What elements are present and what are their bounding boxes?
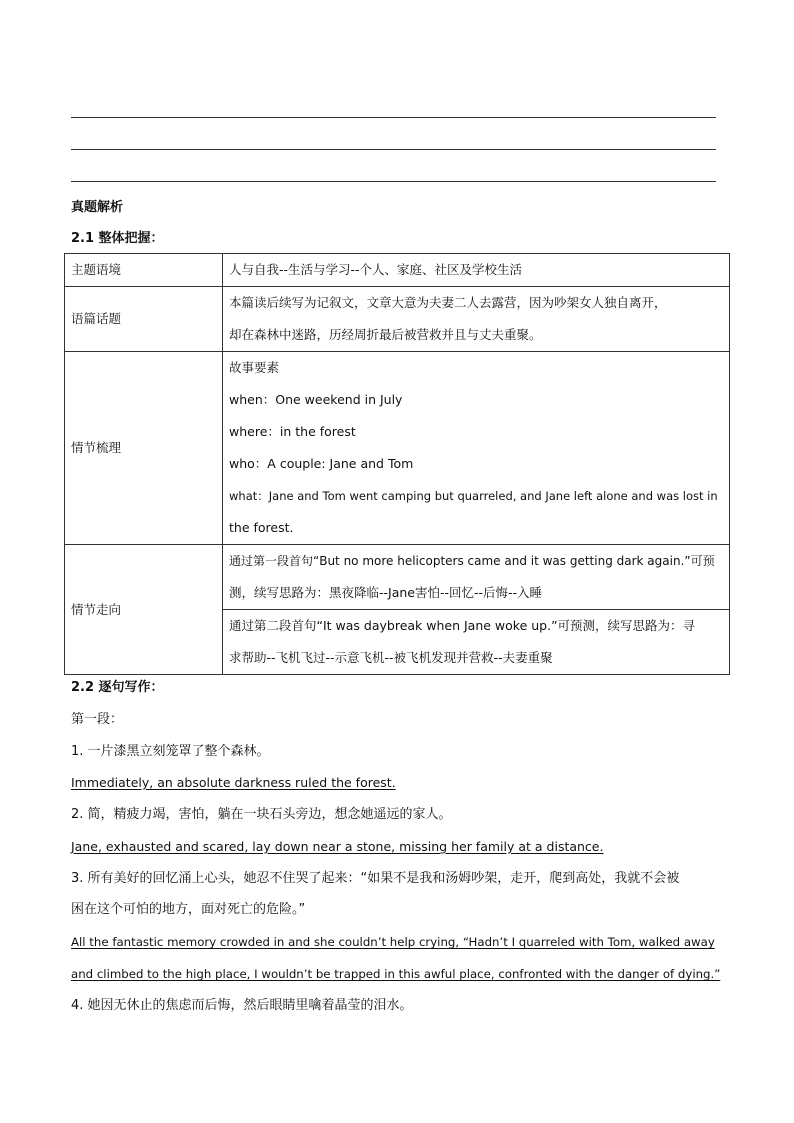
sentence-cn-2: 2. 简，精疲力竭，害怕，躺在一块石头旁边，想念她遥远的家人。 [71,807,452,822]
answer-line-1 [71,117,716,118]
sentence-en-3a: All the fantastic memory crowded in and she couldn’t help crying, “Hadn’t I quarreled with Tom, walked away [71,935,715,949]
sentence-cn-1: 1. 一片漆黑立刻笼罩了整个森林。 [71,744,270,759]
cell-line: where：in the forest [229,424,356,439]
cell-line: 通过第二段首句“It was daybreak when Jane woke up.”可预测，续写思路为：寻 [229,618,696,633]
cell-line: 通过第一段首句“But no more helicopters came and it was getting dark again.”可预 [229,554,715,568]
cell-line: 却在森林中迷路，历经周折最后被营救并且与丈夫重聚。 [229,327,542,342]
row-label: 主题语境 [65,254,223,287]
overall-heading: 2.1 整体把握： [71,231,164,246]
table-row [65,254,730,287]
row-content [223,545,730,610]
table-row [65,352,730,545]
cell-line: what：Jane and Tom went camping but quarreled, and Jane left alone and was lost in [229,489,718,503]
row-content [223,287,730,352]
sentence-cn-3a: 3. 所有美好的回忆涌上心头，她忍不住哭了起来：“如果不是我和汤姆吵架，走开，爬到高处，我就不会被 [71,871,680,886]
cell-line: when：One weekend in July [229,392,403,407]
cell-line: 本篇读后续写为记叙文，文章大意为夫妻二人去露营，因为吵架女人独自离开， [229,295,667,310]
cell-line: 人与自我--生活与学习--个人、家庭、社区及学校生活 [229,262,523,277]
sentence-en-3b: and climbed to the high place, I wouldn’t be trapped in this awful place, confronted with the danger of dying.” [71,967,721,981]
row-content [223,254,730,287]
answer-line-3 [71,181,716,182]
overview-table [64,253,730,675]
paragraph-label: 第一段： [71,712,124,727]
table-row [65,287,730,352]
row-content [223,610,730,675]
table-row [65,545,730,610]
row-label: 语篇话题 [65,287,223,352]
cell-line: the forest. [229,520,294,535]
cell-line: who：A couple: Jane and Tom [229,456,414,471]
sentence-cn-4: 4. 她因无休止的焦虑而后悔，然后眼睛里噙着晶莹的泪水。 [71,998,413,1013]
sentences-heading: 2.2 逐句写作： [71,680,164,695]
sentence-en-2: Jane, exhausted and scared, lay down near a stone, missing her family at a distance. [71,839,604,854]
section-title: 真题解析 [71,200,124,215]
cell-line: 故事要素 [229,360,280,375]
sentence-cn-3b: 困在这个可怕的地方，面对死亡的危险。” [71,902,306,917]
row-label: 情节梳理 [65,352,223,545]
row-content [223,352,730,545]
answer-line-2 [71,149,716,150]
row-label: 情节走向 [65,545,223,675]
cell-line: 测，续写思路为：黑夜降临--Jane害怕--回忆--后悔--入睡 [229,585,543,600]
cell-line: 求帮助--飞机飞过--示意飞机--被飞机发现并营救--夫妻重聚 [229,650,553,665]
sentence-en-1: Immediately, an absolute darkness ruled the forest. [71,775,396,790]
